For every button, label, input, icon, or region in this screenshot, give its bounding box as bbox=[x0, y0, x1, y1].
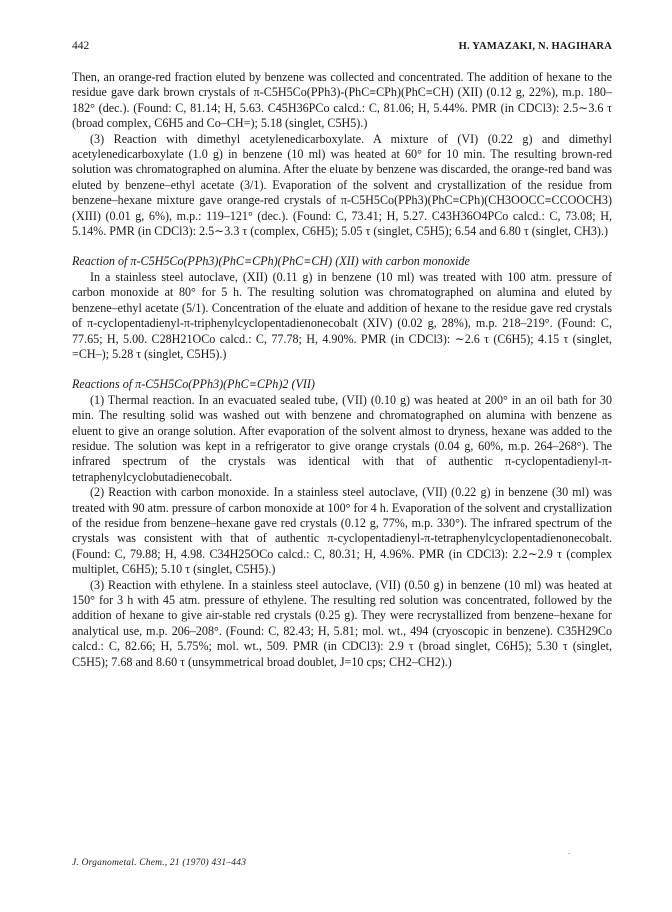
section-heading: Reactions of π-C5H5Co(PPh3)(PhC≡CPh)2 (VII) bbox=[72, 377, 315, 392]
running-authors: H. YAMAZAKI, N. HAGIHARA bbox=[458, 41, 612, 52]
page-number: 442 bbox=[72, 40, 90, 52]
section-reactions-vii bbox=[72, 377, 612, 670]
corner-mark: . bbox=[568, 846, 571, 856]
section-carbon-monoxide bbox=[72, 254, 612, 362]
running-header bbox=[72, 40, 612, 62]
section-heading: Reaction of π-C5H5Co(PPh3)(PhC≡CPh)(PhC≡CH) (XII) with carbon monoxide bbox=[72, 254, 470, 269]
journal-citation-footer: J. Organometal. Chem., 21 (1970) 431–443 bbox=[72, 858, 247, 868]
section-paragraph: (1) Thermal reaction. In an evacuated sealed tube, (VII) (0.10 g) was heated at 200° in an oil bath for 30 min. The resulting solid was washed out with benzene and chromatographed on alumina with benzene as eluent to give an orange solution. After evaporation of the solvent almost to dryness, hexane was added to the residue. The solution was kept in a refrigerator to give orange crystals (0.04 g, 60%, m.p. 264–268°). The infrared spectrum of the crystals was identical with that of authentic π-cyclopentadienyl-π-tetraphenylcyclobutadienecobalt. bbox=[72, 392, 612, 484]
paragraph-dimethyl-reaction: (3) Reaction with dimethyl acetylenedicarboxylate. A mixture of (VI) (0.22 g) and dimethyl acetylenedicarboxylate (1.0 g) in benzene (10 ml) was heated at 60° for 10 min. The resulting brown-red solution was chromatographed on alumina. After the eluate by benzene was discarded, the orange-red band was eluted by benzene–ethyl acetate (3/1). Evaporation of the solvent and crystallization of the residue from benzene–hexane mixture gave orange-red crystals of π-C5H5Co(PPh3)(PhC≡CPh)(CH3OOCC≡CCOOCH3) (XIII) (0.01 g, 6%), m.p.: 119–121° (dec.). (Found: C, 73.41; H, 5.27. C43H36O4PCo calcd.: C, 73.08; H, 5.14%. PMR (in CDCl3): 2.5∼3.3 τ (complex, C6H5); 5.05 τ (singlet, C5H5); 6.54 and 6.80 τ (singlet, CH3).) bbox=[72, 131, 612, 239]
section-paragraph: (3) Reaction with ethylene. In a stainless steel autoclave, (VII) (0.50 g) in benzene (10 ml) was heated at 150° for 3 h with 45 atm. pressure of ethylene. The resulting red solution was concentrated, followed by the addition of hexane to give air-stable red crystals (0.25 g). They were recrystallized from benzene–hexane for analytical use, m.p. 206–208°. (Found: C, 82.43; H, 5.81; mol. wt., 494 (cryoscopic in benzene). C35H29Co calcd.: C, 82.66; H, 5.75%; mol. wt., 509. PMR (in CDCl3): 2.9 τ (broad singlet, C6H5); 5.30 τ (singlet, C5H5); 7.68 and 8.60 τ (unsymmetrical broad doublet, J=10 cps; CH2–CH2).) bbox=[72, 577, 612, 669]
paragraph-continuation: Then, an orange-red fraction eluted by benzene was collected and concentrated. The addition of hexane to the residue gave dark brown crystals of π-C5H5Co(PPh3)-(PhC≡CPh)(PhC≡CH) (XII) (0.12 g, 22%), m.p. 180–182° (dec.). (Found: C, 81.14; H, 5.63. C45H36PCo calcd.: C, 81.06; H, 5.44%. PMR (in CDCl3): 2.5∼3.6 τ (broad complex, C6H5 and Co–CH=); 5.18 (singlet, C5H5).) bbox=[72, 70, 612, 131]
article-body bbox=[72, 70, 612, 670]
section-paragraph: (2) Reaction with carbon monoxide. In a stainless steel autoclave, (VII) (0.22 g) in benzene (30 ml) was treated with 90 atm. pressure of carbon monoxide at 100° for 4 h. Evaporation of the solvent and crystallization of the residue from benzene–hexane gave red crystals (0.12 g, 77%, m.p. 330°). The infrared spectrum of the crystals was consistent with that of authentic π-cyclopentadienyl-π-tetraphenylcyclopentadienonecobalt. (Found: C, 79.88; H, 4.98. C34H25OCo calcd.: C, 80.31; H, 4.96%. PMR (in CDCl3): 2.2∼2.9 τ (complex multiplet, C6H5); 5.10 τ (singlet, C5H5).) bbox=[72, 485, 612, 577]
section-paragraph: In a stainless steel autoclave, (XII) (0.11 g) in benzene (10 ml) was treated with 100 atm. pressure of carbon monoxide at 80° for 5 h. The resulting solution was chromatographed on alumina and eluted by benzene–ethyl acetate (5/1). Concentration of the eluate and addition of hexane to the residue gave red crystals of π-cyclopentadienyl-π-triphenylcyclopentadienonecobalt (XIV) (0.02 g, 28%), m.p. 218–219°. (Found: C, 77.65; H, 5.00. C28H21OCo calcd.: C, 77.78; H, 4.90%. PMR (in CDCl3): ∼2.6 τ (C6H5); 4.15 τ (singlet, =CH–); 5.28 τ (singlet, C5H5).) bbox=[72, 269, 612, 361]
journal-page bbox=[72, 40, 612, 670]
